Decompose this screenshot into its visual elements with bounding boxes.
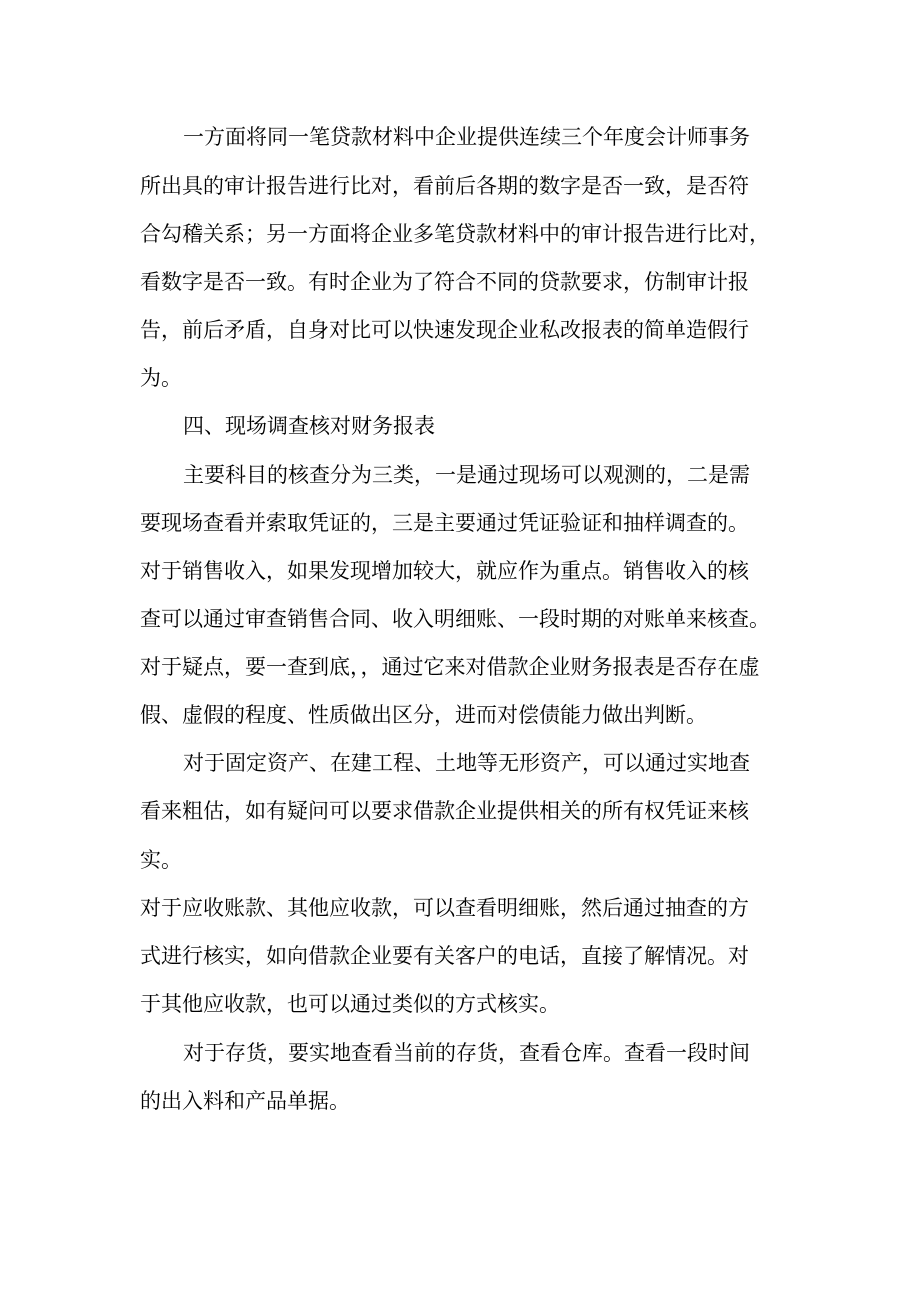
paragraph-2-line-6: 假、虚假的程度、性质做出区分，进而对偿债能力做出判断。: [140, 703, 707, 727]
paragraph-5-line-2: 的出入料和产品单据。: [140, 1089, 350, 1113]
paragraph-5-line-1: 对于存货，要实地查看当前的存货，查看仓库。查看一段时间: [183, 1041, 750, 1065]
paragraph-2-line-4: 查可以通过审查销售合同、收入明细账、一段时期的对账单来核查。: [140, 607, 770, 631]
paragraph-1-line-5: 告，前后矛盾，自身对比可以快速发现企业私改报表的简单造假行: [140, 318, 749, 342]
paragraph-2-line-2: 要现场查看并索取凭证的，三是主要通过凭证验证和抽样调查的。: [140, 511, 749, 535]
paragraph-4-line-3: 于其他应收款，也可以通过类似的方式核实。: [140, 992, 560, 1016]
paragraph-2-line-5: 对于疑点，要一查到底，，通过它来对借款企业财务报表是否存在虚: [140, 655, 760, 679]
paragraph-1-line-2: 所出具的审计报告进行比对，看前后各期的数字是否一致，是否符: [140, 174, 749, 198]
paragraph-2-line-3: 对于销售收入，如果发现增加较大，就应作为重点。销售收入的核: [140, 559, 749, 583]
paragraph-4-line-1: 对于应收账款、其他应收款，可以查看明细账，然后通过抽查的方: [140, 896, 749, 920]
paragraph-1-line-1: 一方面将同一笔贷款材料中企业提供连续三个年度会计师事务: [183, 125, 750, 149]
paragraph-4-line-2: 式进行核实，如向借款企业要有关客户的电话，直接了解情况。对: [140, 944, 749, 968]
paragraph-1-line-6: 为。: [140, 366, 182, 390]
paragraph-2-line-1: 主要科目的核查分为三类，一是通过现场可以观测的，二是需: [183, 463, 750, 487]
paragraph-1-line-3: 合勾稽关系；另一方面将企业多笔贷款材料中的审计报告进行比对，: [140, 222, 770, 246]
section-heading: 四、现场调查核对财务报表: [183, 414, 435, 438]
paragraph-1-line-4: 看数字是否一致。有时企业为了符合不同的贷款要求，仿制审计报: [140, 270, 749, 294]
paragraph-3-line-2: 看来粗估，如有疑问可以要求借款企业提供相关的所有权凭证来核: [140, 799, 749, 823]
paragraph-3-line-3: 实。: [140, 848, 182, 872]
paragraph-3-line-1: 对于固定资产、在建工程、土地等无形资产，可以通过实地查: [183, 751, 750, 775]
